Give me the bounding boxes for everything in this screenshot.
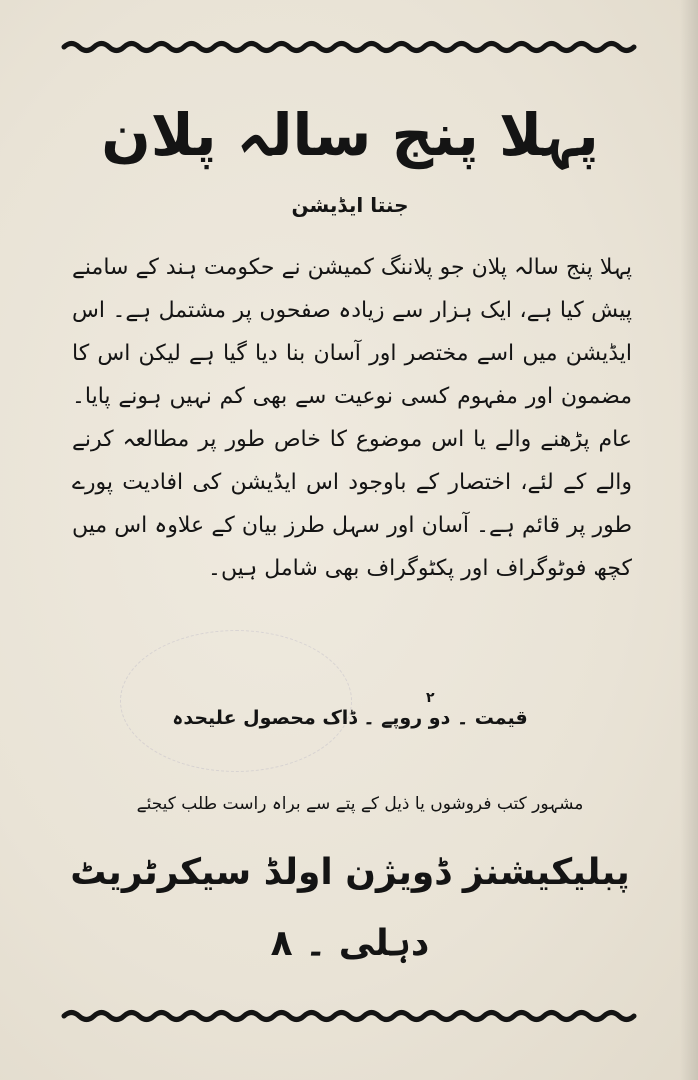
order-note: مشہور کتب فروشوں یا ذیل کے پتے سے براہ راست طلب کیجئے <box>136 794 584 814</box>
price-line: قیمت ۔ دو روپے ۔ ڈاک محصول علیحدہ <box>172 707 528 729</box>
publisher-city: دہلی ۔ ۸ <box>270 923 430 964</box>
page-title: پہلا پنج سالہ پلان <box>101 101 599 169</box>
edition-subtitle: جنتا ایڈیشن <box>291 193 409 217</box>
top-wave-border <box>60 34 660 60</box>
description-paragraph: پہلا پنج سالہ پلان جو پلاننگ کمیشن نے حکومت ہند کے سامنے پیش کیا ہے، ایک ہزار سے زیادہ صفحوں پر مشتمل ہے۔ اس ایڈیشن میں اسے مختصر اور آسان بنا دیا گیا ہے لیکن اس کا مضمون اور مفہوم کسی نوعیت سے بھی کم نہیں ہونے پایا۔ عام پڑھنے والے یا اس موضوع کا خاص طور پر مطالعہ کرنے والے کے لئے، اختصار کے باوجود اس ایڈیشن کی افادیت پورے طور پر قائم ہے۔ آسان اور سہل طرز بیان کے علاوہ اس میں کچھ فوٹوگراف اور پکٹوگراف بھی شامل ہیں۔ <box>72 255 632 581</box>
page-edge-shadow <box>680 0 698 1080</box>
price-superscript: ۲ <box>426 690 435 706</box>
faded-stamp <box>120 630 352 772</box>
bottom-wave-border <box>60 1003 660 1029</box>
publisher-name: پبلیکیشنز ڈویژن اولڈ سیکرٹریٹ <box>70 852 630 893</box>
